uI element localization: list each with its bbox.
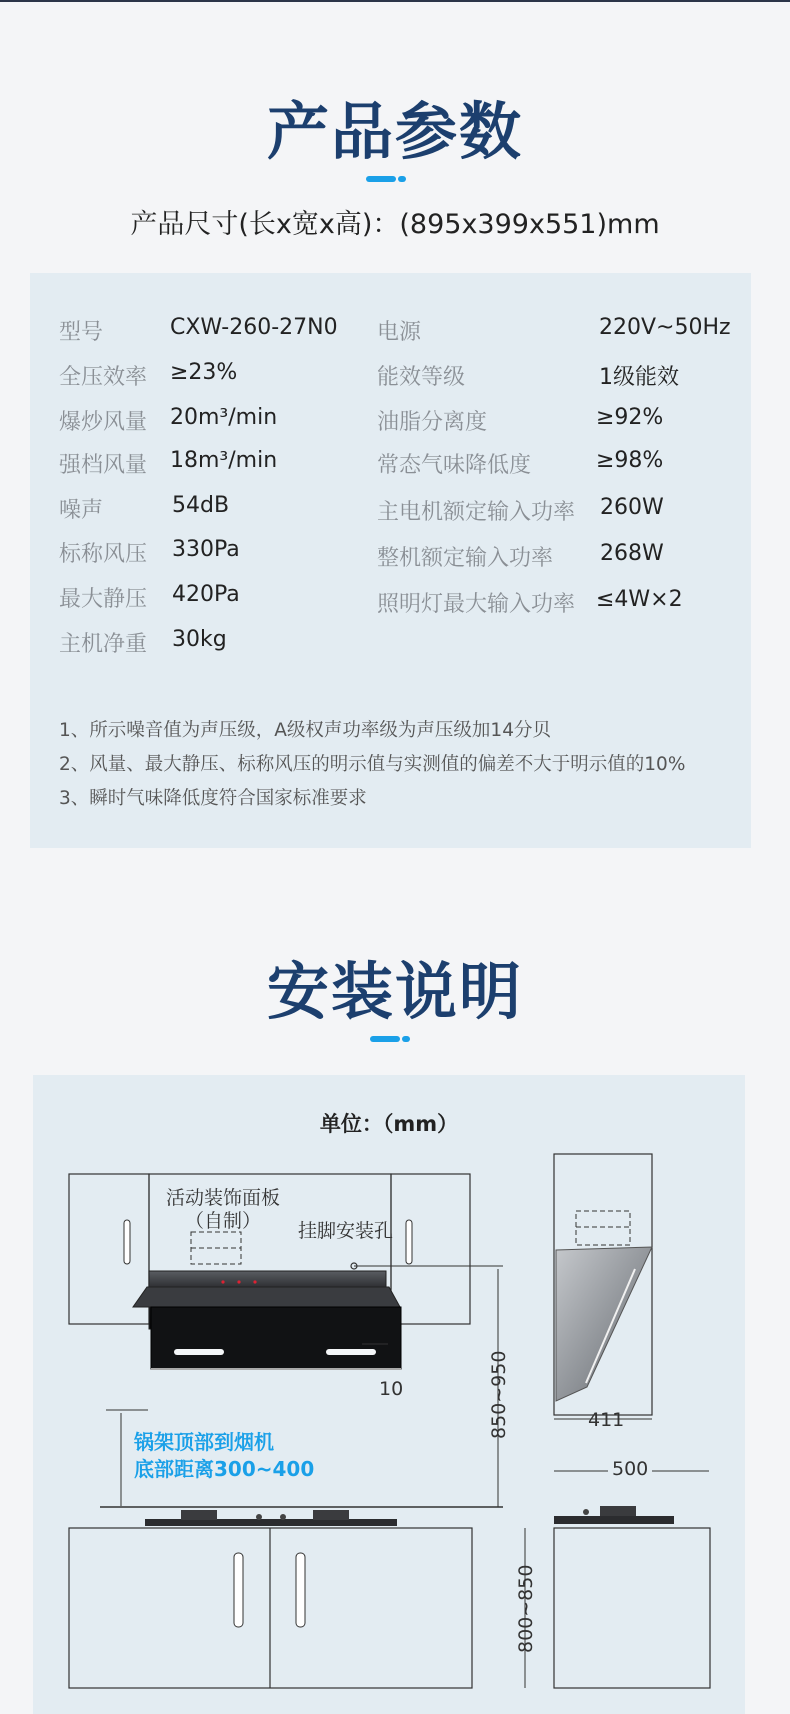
- spec-value: CXW-260-27N0: [170, 315, 338, 340]
- gap-label: 10: [379, 1378, 404, 1400]
- spec-value: 420Pa: [172, 582, 240, 607]
- wall-cabinet-right: [391, 1174, 470, 1324]
- params-panel: [30, 273, 751, 848]
- gas-stove-front: [145, 1510, 397, 1526]
- mount-hole-label: 挂脚安装孔: [298, 1220, 394, 1242]
- top-divider: [0, 0, 790, 2]
- distance-label-2: 底部距离300~400: [134, 1457, 315, 1481]
- spec-label: 噪声: [59, 498, 104, 523]
- panel-label: 活动装饰面板: [165, 1187, 281, 1209]
- spec-label: 全压效率: [59, 365, 148, 390]
- spec-label: 最大静压: [59, 587, 148, 612]
- spec-value: ≥92%: [596, 405, 664, 430]
- distance-label: 锅架顶部到烟机: [134, 1430, 274, 1454]
- unit-label: 单位：（mm）: [319, 1112, 459, 1136]
- spec-label: 常态气味降低度: [377, 453, 532, 478]
- panel-sub-label: （自制）: [184, 1210, 262, 1232]
- spec-label: 爆炒风量: [59, 410, 148, 435]
- spec-label: 能效等级: [377, 365, 466, 390]
- spec-label: 强档风量: [59, 453, 148, 478]
- install-diagram: [33, 1075, 745, 1714]
- spec-value: 260W: [600, 495, 664, 520]
- base-cabinet: [69, 1528, 472, 1688]
- spec-value: 18m³/min: [170, 448, 278, 473]
- depth-label: 411: [588, 1409, 625, 1431]
- spec-value: ≤4W×2: [596, 587, 683, 612]
- spec-label: 油脂分离度: [377, 410, 488, 435]
- counter-height-label: 800~850: [515, 1564, 537, 1653]
- spec-value: 220V~50Hz: [599, 315, 731, 340]
- spec-value: 30kg: [172, 627, 227, 652]
- spec-value: 268W: [600, 541, 664, 566]
- product-size-text: 产品尺寸(长x宽x高)：(895x399x551)mm: [130, 209, 660, 240]
- height-range-label: 850~950: [488, 1350, 510, 1439]
- note-line: 2、风量、最大静压、标称风压的明示值与实测值的偏差不大于明示值的10%: [59, 754, 686, 775]
- spec-label: 电源: [377, 320, 422, 345]
- spec-value: 330Pa: [172, 537, 240, 562]
- spec-value: 20m³/min: [170, 405, 278, 430]
- spec-label: 型号: [59, 320, 104, 345]
- title-accent-dot: [398, 176, 406, 182]
- spec-label: 照明灯最大输入功率: [377, 592, 576, 617]
- spec-label: 主电机额定输入功率: [377, 500, 576, 525]
- spec-value: ≥98%: [596, 448, 664, 473]
- note-line: 1、所示噪音值为声压级，A级权声功率级为声压级加14分贝: [59, 720, 551, 741]
- gas-stove-side: [554, 1506, 674, 1524]
- spec-label: 主机净重: [59, 632, 148, 657]
- title-accent-dot: [402, 1036, 410, 1042]
- spec-value: 1级能效: [599, 365, 679, 390]
- params-title: 产品参数: [266, 95, 523, 168]
- install-title: 安装说明: [266, 955, 523, 1028]
- width-label: 500: [612, 1458, 649, 1480]
- spec-value: 54dB: [172, 493, 230, 518]
- spec-value: ≥23%: [170, 360, 238, 385]
- range-hood-front: [133, 1271, 401, 1369]
- title-accent-bar: [366, 176, 396, 182]
- note-line: 3、瞬时气味降低度符合国家标准要求: [59, 788, 367, 809]
- base-cabinet-side: [554, 1528, 710, 1688]
- title-accent-bar: [370, 1036, 400, 1042]
- range-hood-side: [554, 1154, 652, 1415]
- install-panel: [33, 1075, 745, 1714]
- spec-label: 整机额定输入功率: [377, 546, 554, 571]
- spec-label: 标称风压: [59, 542, 148, 567]
